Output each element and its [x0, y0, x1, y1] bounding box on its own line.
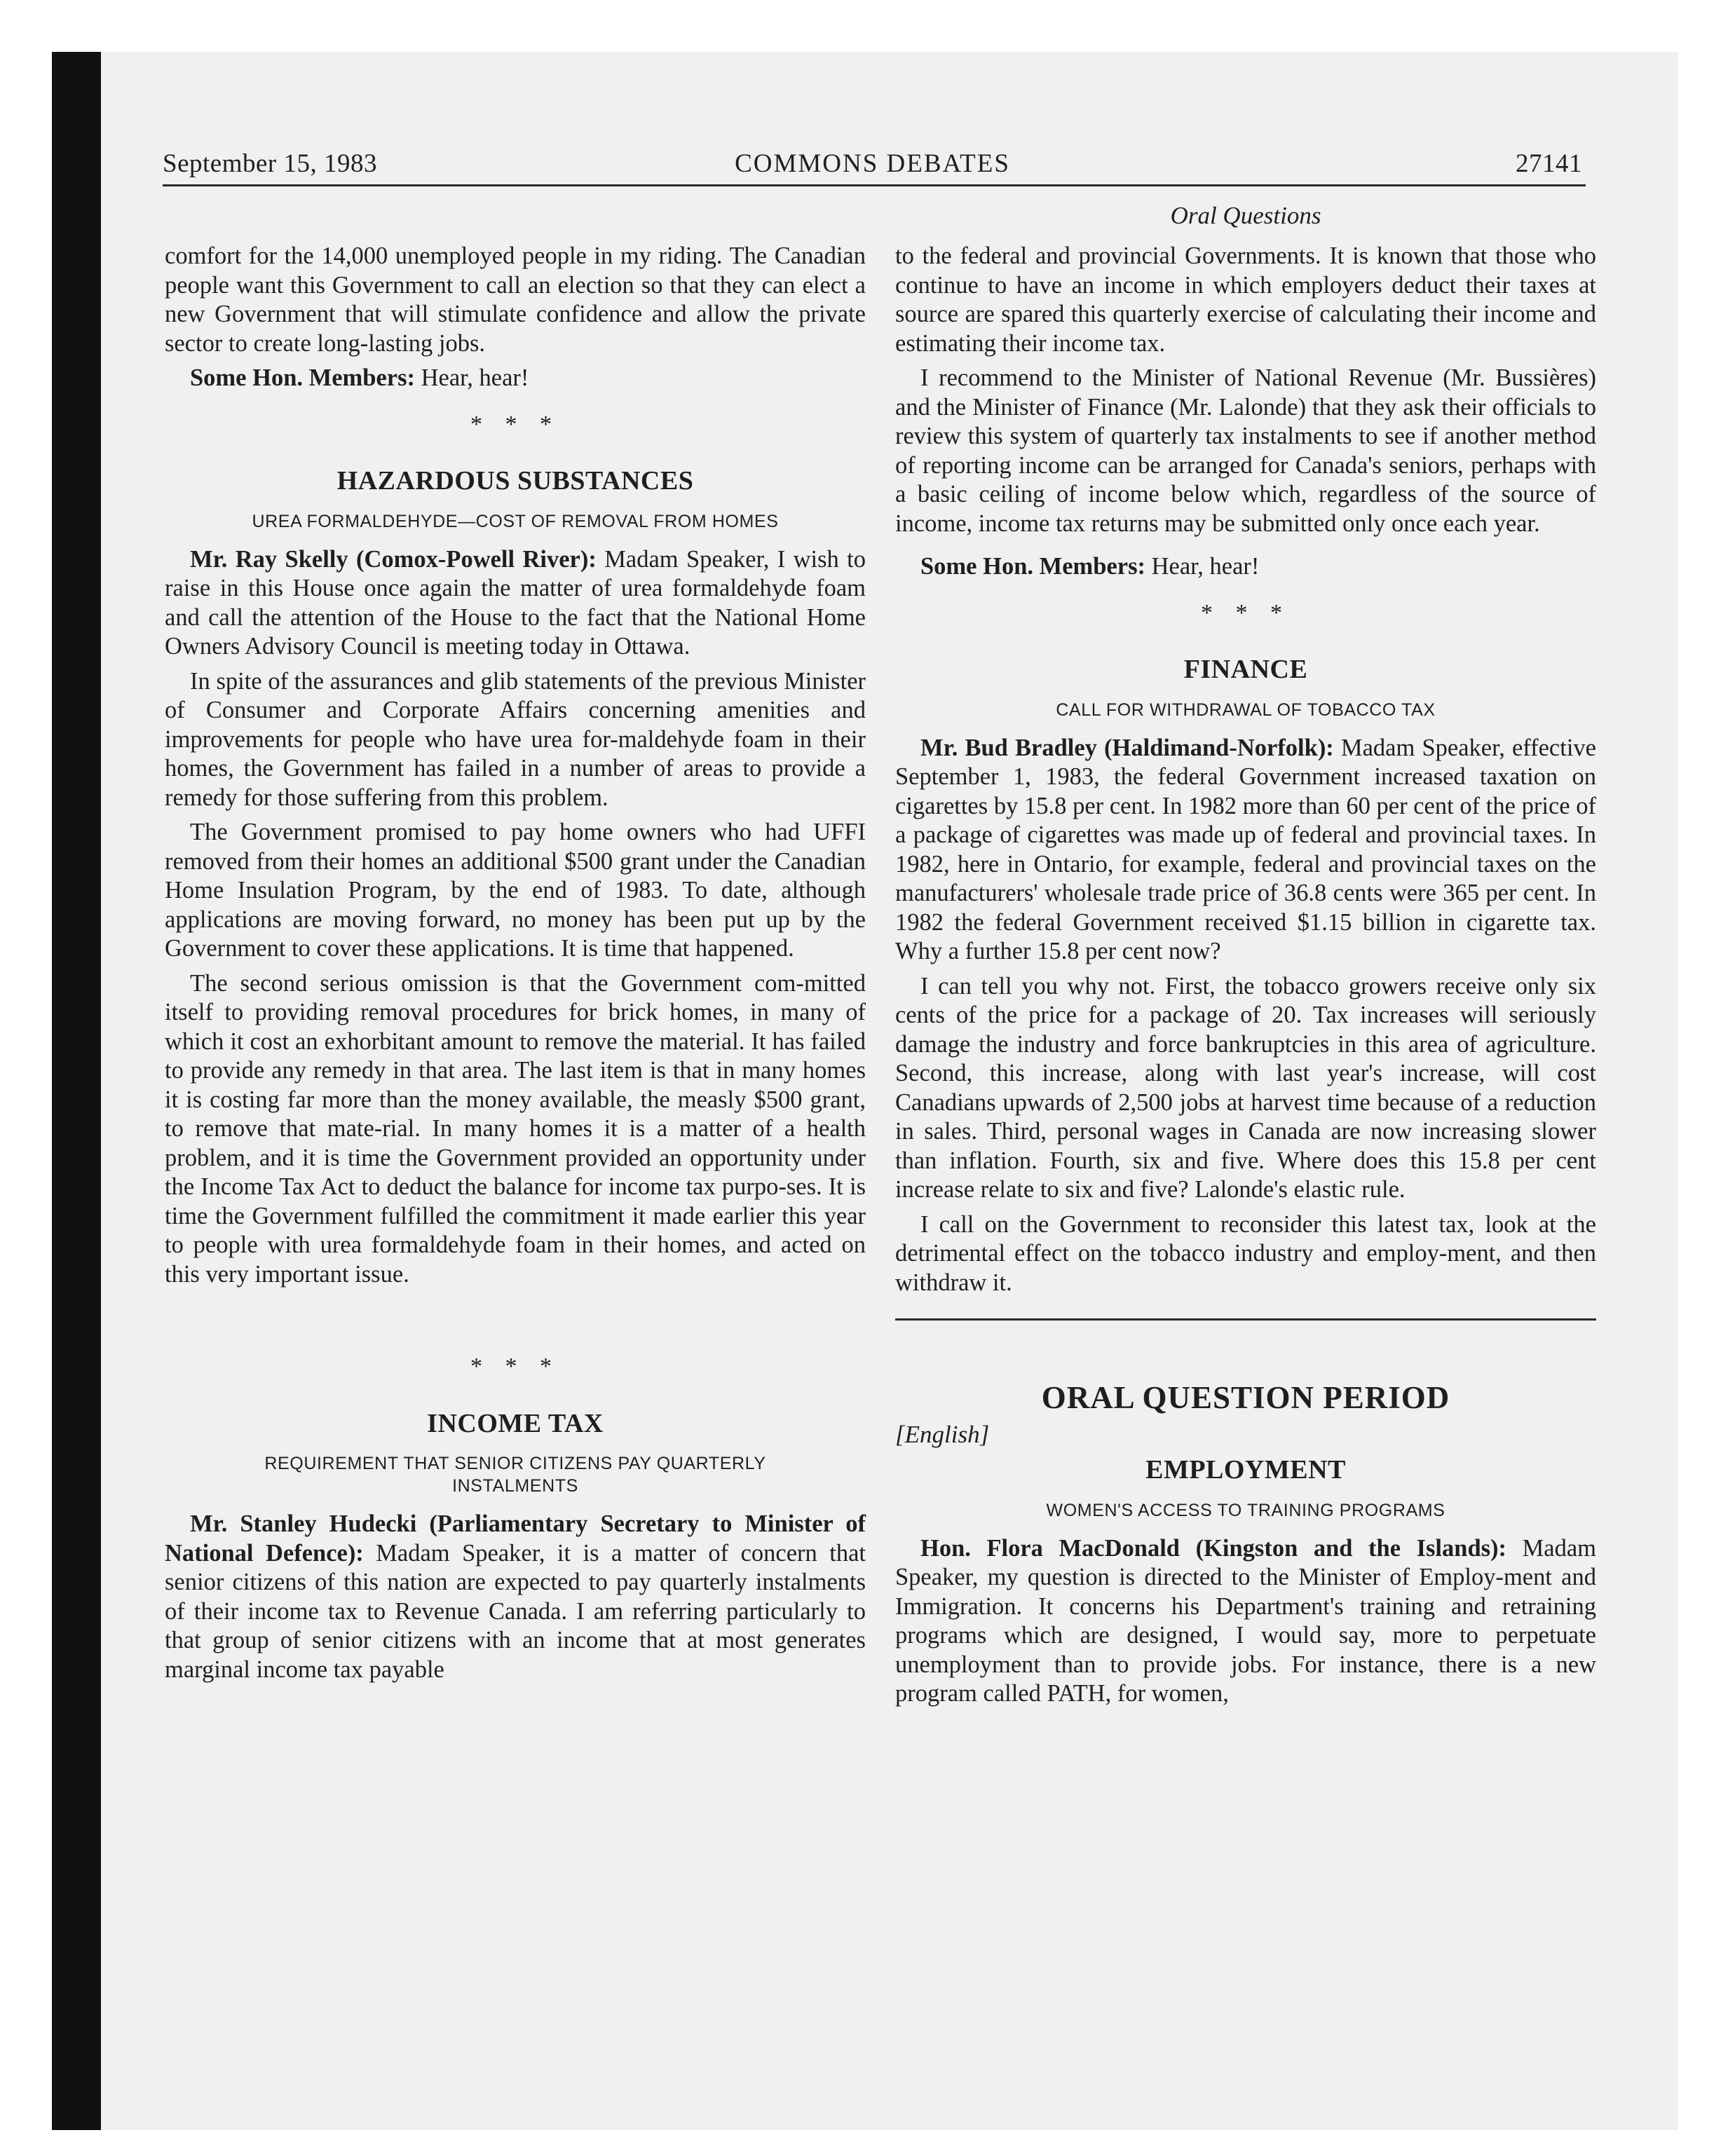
paragraph [165, 545, 866, 662]
section-rule [895, 1318, 1596, 1321]
paragraph: I recommend to the Minister of National Revenue (Mr. Bussières) and the Minister of Finance (Mr. Lalonde) that they ask their officials to review this system of quarterly tax instalments to see if another method of reporting income can be arranged for Canada's seniors, perhaps with a basic ceiling of income below which, regardless of the source of income, income tax returns may be submitted only once each year. [895, 364, 1596, 537]
speech-text: Madam Speaker, it is a matter of concern that senior citizens of this nation are expected to pay quarterly instalments of their income tax to Revenue Canada. I am referring particularly to that group of senior citizens with an income that at most generates marginal income tax payable [165, 1539, 866, 1683]
members-interjection [895, 552, 1596, 582]
interjection-text: Hear, hear! [414, 364, 529, 391]
section-heading: INCOME TAX [427, 1408, 604, 1438]
speaker-name: Mr. Ray Skelly (Comox-Powell River): [190, 545, 597, 573]
members-interjection [165, 364, 866, 393]
scan-border [52, 52, 101, 2130]
speech-text: Madam Speaker, effective September 1, 1983, the federal Government increased taxation on cigarettes by 15.8 per cent. In 1982 more than 60 per cent of the price of a package of cigarettes was made up of federal and provincial taxes. In 1982, here in Ontario, for example, federal and provincial taxes on the manufacturers' wholesale trade price of 36.8 cents were 365 per cent. In 1982 the federal Government received $1.15 billion in cigarette tax. Why a further 15.8 per cent now? [895, 734, 1596, 964]
speaker-name: Hon. Flora MacDonald (Kingston and the Islands): [920, 1534, 1507, 1562]
section-heading: HAZARDOUS SUBSTANCES [336, 466, 694, 496]
paragraph: The Government promised to pay home owners who had UFFI removed from their homes an additional $500 grant under the Canadian Home Insulation Program, by the end of 1983. To date, although applications are moving forward, no money has been put up by the Government to cover these applications. It is time that happened. [165, 819, 866, 962]
interjection-text: Hear, hear! [1145, 553, 1260, 580]
paragraph: The second serious omission is that the Government com-mitted itself to providing removal procedures for brick homes, in many of which it cost an exhorbitant amount to remove the material. It has failed to provide any remedy in that area. The last item is that in many homes it is costing far more than the money available, the measly $500 grant, to remove that mate-rial. In many homes it is a matter of a health problem, and it is time the Government provided an opportunity under the Income Tax Act to deduct the balance for income tax purpo-ses. It is time the Government fulfilled the commitment it made earlier this year to people with urea formaldehyde foam in their homes, and acted on this very important issue. [165, 969, 866, 1288]
paragraph [895, 734, 1596, 967]
header-page-number: 27141 [1516, 149, 1582, 178]
speaker-name: Mr. Bud Bradley (Haldimand-Norfolk): [920, 734, 1334, 761]
paragraph: to the federal and provincial Governments. It is known that those who continue to have an income in which employers deduct their taxes at source are spared this quarterly exercise of calculating their income and estimating their income tax. [895, 243, 1596, 357]
left-column [165, 242, 866, 1690]
speech-text: Madam Speaker, my question is directed to the Minister of Employ-ment and Immigration. It concerns his Department's training and retraining programs which are designed, I would say, more to perpetuate unemployment than to provide jobs. For instance, there is a new program called PATH, for women, [895, 1534, 1596, 1707]
paragraph: I can tell you why not. First, the tobacco growers receive only six cents of the price for a package of 20. Tax increases will seriously damage the industry and force bankruptcies in this area of agriculture. Second, this increase, along with last year's increase, will cost Canadians upwards of 2,500 jobs at harvest time because of a reduction in sales. Third, personal wages in Canada are now increasing slower than inflation. Fourth, six and five. Where does this 15.8 per cent increase relate to six and five? Lalonde's elastic rule. [895, 972, 1596, 1203]
section-separator: * * * [1201, 599, 1291, 626]
speaker-name: Some Hon. Members: [920, 553, 1145, 580]
section-subheading: REQUIREMENT THAT SENIOR CITIZENS PAY QUARTERLY INSTALMENTS [264, 1454, 766, 1496]
header-title: COMMONS DEBATES [735, 149, 1010, 178]
paragraph: In spite of the assurances and glib statements of the previous Minister of Consumer and Corporate Affairs concerning amenities and improvements for people who have urea for-maldehyde foam in their homes, the Government has failed in a number of areas to provide a remedy for those suffering from this problem. [165, 667, 866, 811]
section-separator: * * * [470, 1353, 560, 1379]
running-head: Oral Questions [1170, 202, 1321, 229]
section-subheading: UREA FORMALDEHYDE—COST OF REMOVAL FROM HOMES [252, 511, 779, 531]
section-heading: EMPLOYMENT [1145, 1455, 1346, 1485]
language-marker: [English] [895, 1420, 990, 1448]
header-date: September 15, 1983 [163, 149, 377, 178]
paragraph [895, 1534, 1596, 1709]
section-heading: FINANCE [1183, 655, 1308, 684]
section-subheading: WOMEN'S ACCESS TO TRAINING PROGRAMS [1046, 1500, 1445, 1520]
header-rule [163, 184, 1586, 186]
oral-question-period-title: ORAL QUESTION PERIOD [1041, 1380, 1450, 1415]
speech-text: Madam Speaker, I wish to raise in this House once again the matter of urea formaldehyde foam and call the attention of the House to the fact that the National Home Owners Advisory Council is meeting today in Ottawa. [165, 545, 866, 660]
paragraph [165, 1510, 866, 1684]
speaker-name: Some Hon. Members: [190, 364, 415, 391]
right-column [895, 242, 1596, 1714]
section-separator: * * * [470, 411, 560, 437]
speaker-name: Mr. Stanley Hudecki (Parliamentary Secretary to Minister of National Defence): [165, 1510, 866, 1567]
section-subheading: CALL FOR WITHDRAWAL OF TOBACCO TAX [1056, 700, 1436, 720]
paragraph: comfort for the 14,000 unemployed people in my riding. The Canadian people want this Government to call an election so that they can elect a new Government that will stimulate confidence and allow the private sector to create long-lasting jobs. [165, 243, 866, 357]
paragraph: I call on the Government to reconsider this latest tax, look at the detrimental effect on the tobacco industry and employ-ment, and then withdraw it. [895, 1210, 1596, 1296]
